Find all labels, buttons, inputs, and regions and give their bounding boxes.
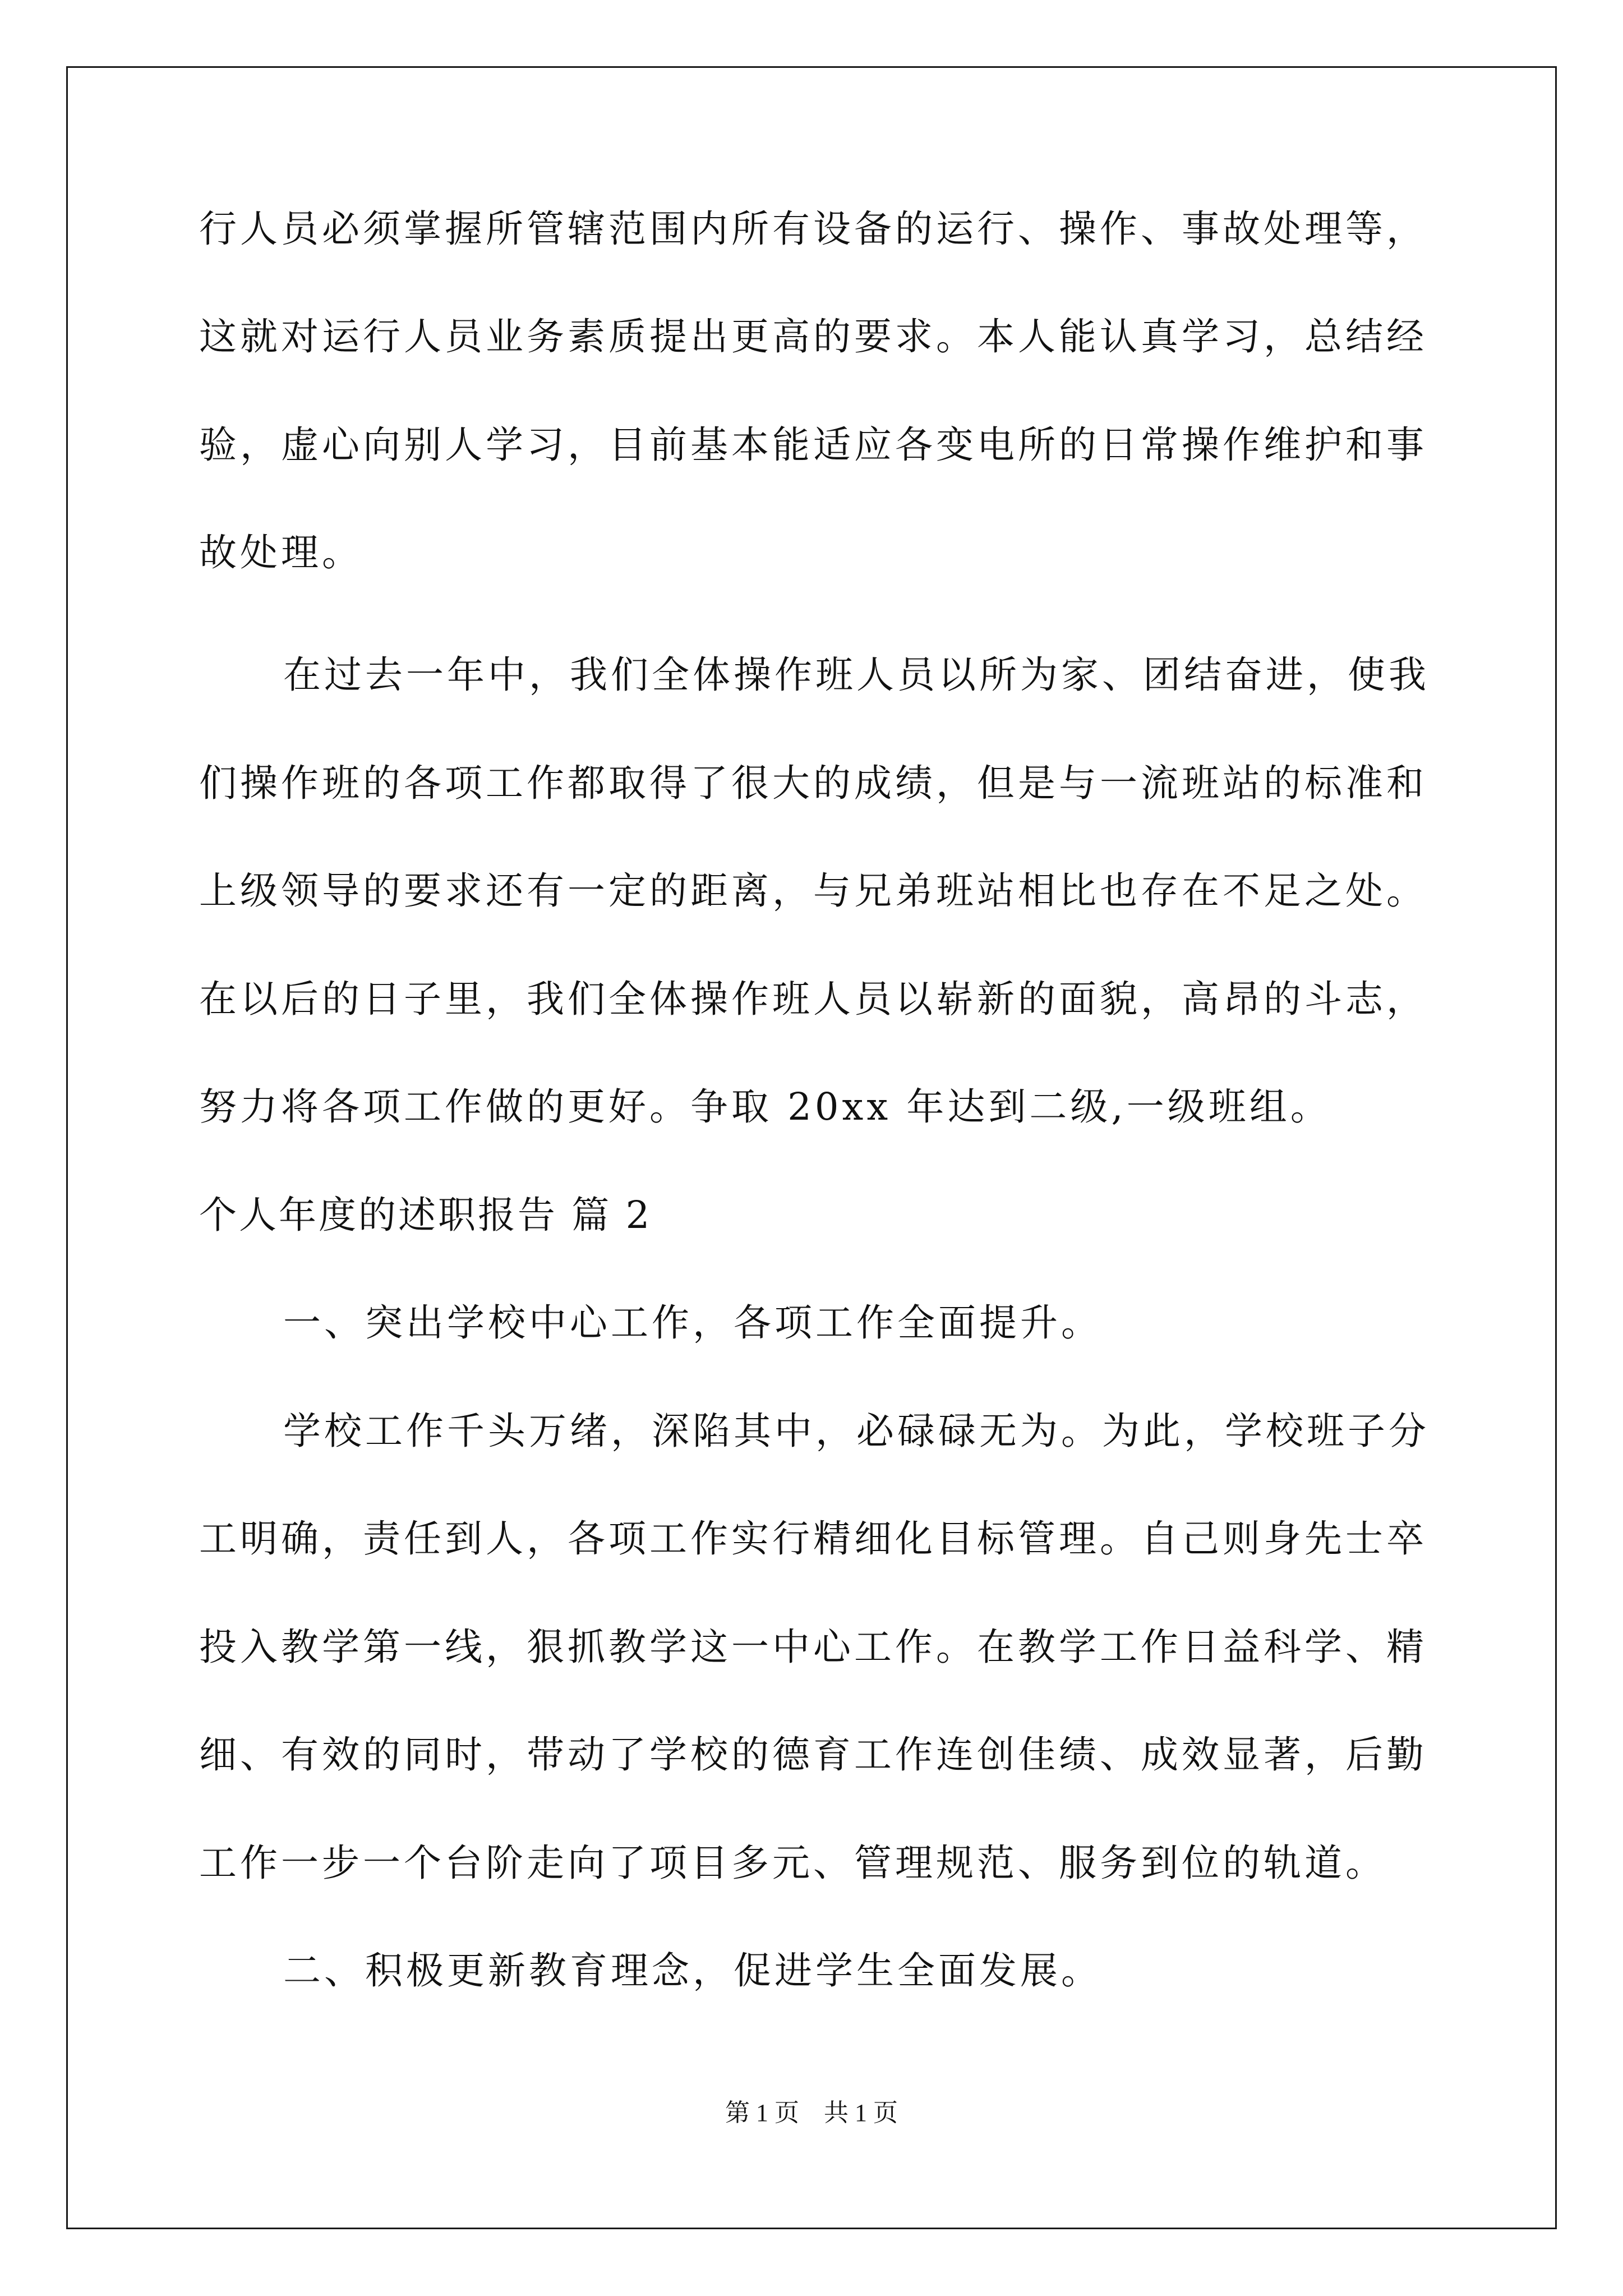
paragraph-line: 在过去一年中，我们全体操作班人员以所为家、团结奋进，使我 [283,653,1430,697]
paragraph-line: 上级领导的要求还有一定的距离，与兄弟班站相比也存在不足之处。 [199,869,1427,913]
paragraph-line: 细、有效的同时，带动了学校的德育工作连创佳绩、成效显著，后勤 [199,1733,1427,1777]
paragraph-line: 验，虚心向别人学习，目前基本能适应各变电所的日常操作维护和事 [199,423,1427,467]
paragraph-line: 们操作班的各项工作都取得了很大的成绩，但是与一流班站的标准和 [199,761,1427,805]
paragraph-line: 故处理。 [199,531,363,574]
section-title: 个人年度的述职报告 篇 2 [199,1193,652,1237]
paragraph-line: 工明确，责任到人，各项工作实行精细化目标管理。自己则身先士卒 [199,1517,1427,1561]
paragraph-line: 在以后的日子里，我们全体操作班人员以崭新的面貌，高昂的斗志， [199,977,1427,1021]
section-heading: 一、突出学校中心工作，各项工作全面提升。 [283,1301,1102,1345]
paragraph-line: 这就对运行人员业务素质提出更高的要求。本人能认真学习，总结经 [199,315,1427,358]
page-footer [0,2101,1623,2125]
paragraph-line: 工作一步一个台阶走向了项目多元、管理规范、服务到位的轨道。 [199,1841,1386,1885]
page-number: 第 1 页 [725,2099,799,2127]
page-border [66,66,1557,2229]
paragraph-line: 努力将各项工作做的更好。争取 20xx 年达到二级,一级班组。 [199,1085,1331,1129]
paragraph-line: 学校工作千头万绪，深陷其中，必碌碌无为。为此，学校班子分 [283,1409,1430,1453]
page-total: 共 1 页 [824,2099,898,2127]
section-heading: 二、积极更新教育理念，促进学生全面发展。 [283,1949,1102,1993]
paragraph-line: 投入教学第一线，狠抓教学这一中心工作。在教学工作日益科学、精 [199,1625,1427,1669]
paragraph-line: 行人员必须掌握所管辖范围内所有设备的运行、操作、事故处理等， [199,207,1427,251]
